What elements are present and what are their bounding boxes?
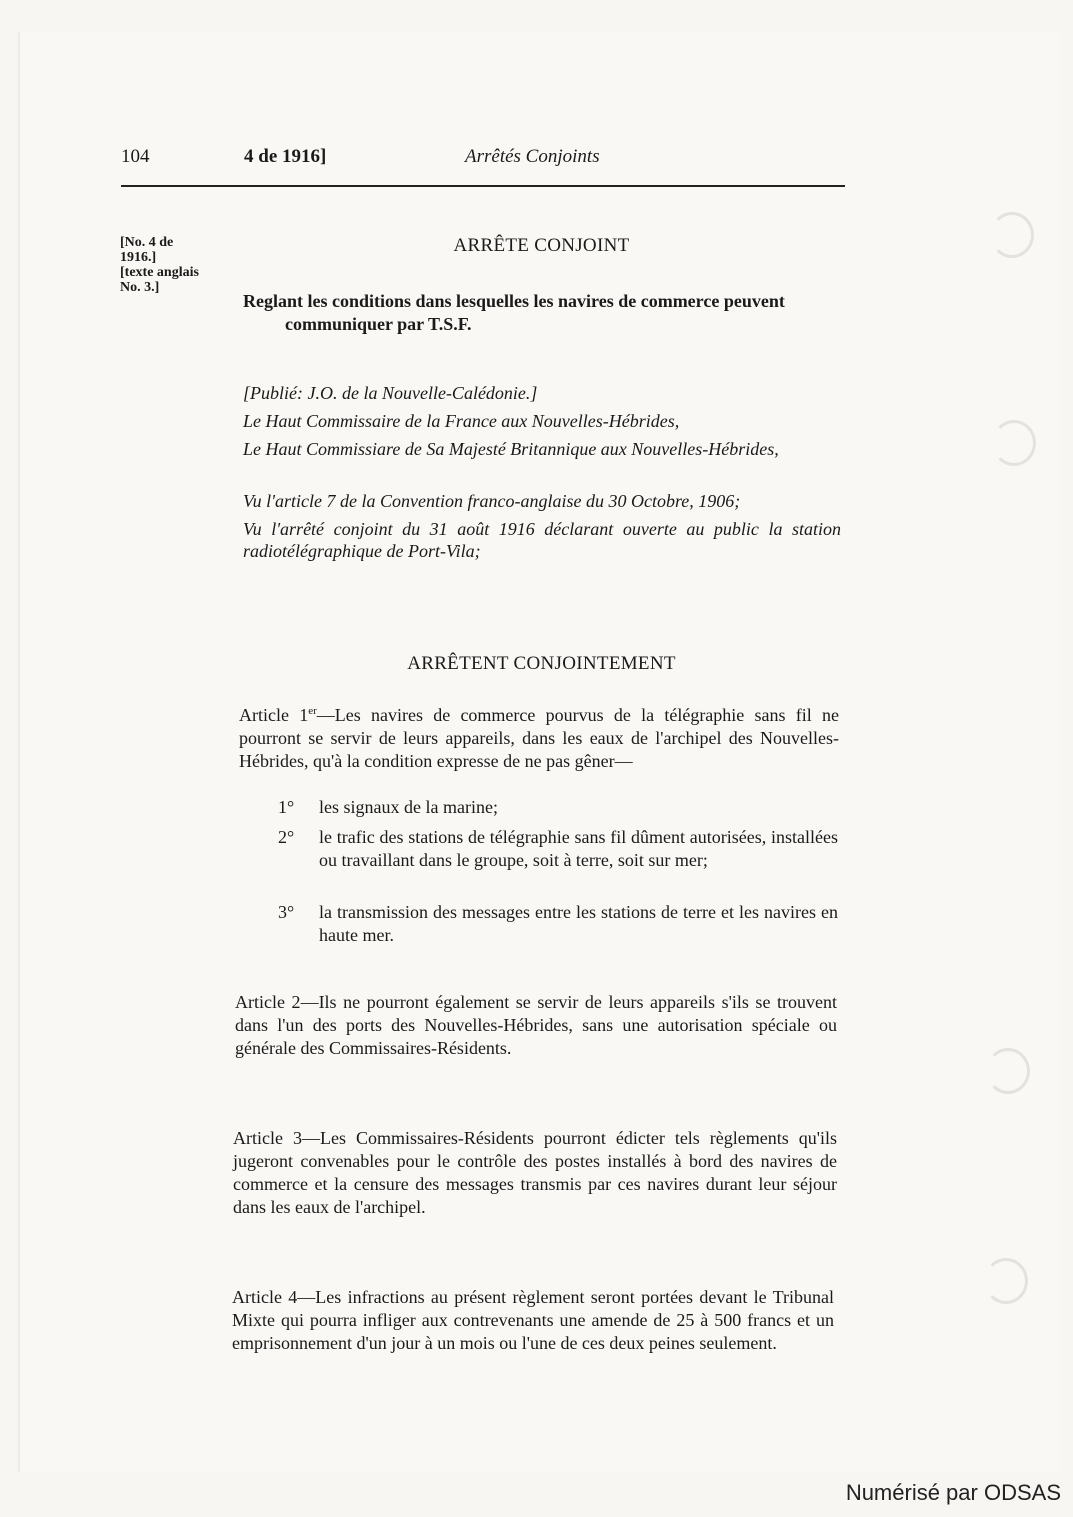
list-item-text: les signaux de la marine; <box>319 797 498 817</box>
binder-hole-mark <box>992 420 1036 466</box>
preamble-vu-arrete: Vu l'arrêté conjoint du 31 août 1916 déclarant ouverte au public la station radiotélégraphique de Port-Vila; <box>243 519 841 561</box>
article-text: —Les infractions au présent règlement seront portées devant le Tribunal Mixte qui pourra infliger aux contrevenants une amende de 25 à 500 francs et un emprisonnement d'un jour à un mois ou l'une de ces deux peines seulement. <box>232 1287 834 1353</box>
margin-note-line: [texte anglais <box>120 265 199 280</box>
header-rule <box>121 185 845 187</box>
article-1 <box>239 700 839 773</box>
decree-title: ARRÊTENT CONJOINTEMENT <box>407 653 676 674</box>
binder-hole-mark <box>986 1048 1030 1094</box>
publication-note: [Publié: J.O. de la Nouvelle-Calédonie.] <box>243 383 538 403</box>
list-item-number: 2° <box>278 827 295 847</box>
article-label-sup: er <box>308 705 317 717</box>
list-item <box>278 796 838 820</box>
article-4 <box>232 1286 834 1355</box>
margin-note-line: No. 3.] <box>120 280 160 295</box>
page-number: 104 <box>121 146 150 167</box>
article-text: —Ils ne pourront également se servir de leurs appareils s'ils se trouvent dans l'un des ports des Nouvelles-Hébrides, sans une autorisation spéciale ou générale des Commissaires-Résidents. <box>235 992 837 1058</box>
list-item-number: 1° <box>278 797 295 817</box>
list-item-text: la transmission des messages entre les stations de terre et les navires en haute mer. <box>319 902 838 945</box>
subtitle-line-1: Reglant les conditions dans lesquelles les navires de commerce peuvent <box>243 291 785 311</box>
article-label: Article 3 <box>233 1128 302 1148</box>
list-item-text: le trafic des stations de télégraphie sans fil dûment autorisées, installées ou travaillant dans le groupe, soit à terre, soit sur mer; <box>319 827 838 870</box>
article-3 <box>233 1127 837 1219</box>
margin-note-line: [No. 4 de <box>120 235 174 250</box>
act-number: 4 de 1916] <box>244 146 327 167</box>
document-subtitle <box>243 290 845 336</box>
list-item-number: 3° <box>278 902 295 922</box>
preamble-commissioner-uk: Le Haut Commissiare de Sa Majesté Britannique aux Nouvelles-Hébrides, <box>243 439 779 459</box>
list-item <box>278 826 838 896</box>
article-label: Article 2 <box>235 992 301 1012</box>
running-title: Arrêtés Conjoints <box>465 146 600 167</box>
article-label: Article 1 <box>239 705 309 725</box>
binder-hole-mark <box>990 212 1034 258</box>
article-text: —Les navires de commerce pourvus de la télégraphie sans fil ne pourront se servir de leurs appareils, dans les eaux de l'archipel des Nouvelles-Hébrides, qu'à la condition expresse de ne pas gêner— <box>239 705 839 771</box>
article-text: —Les Commissaires-Résidents pourront édicter tels règlements qu'ils jugeront convenables pour le contrôle des postes installés à bord des navires de commerce et la censure des messages transmis par ces navires durant leur séjour dans les eaux de l'archipel. <box>233 1128 837 1217</box>
preamble-vu-convention: Vu l'article 7 de la Convention franco-anglaise du 30 Octobre, 1906; <box>243 491 741 511</box>
subtitle-line-2: communiquer par T.S.F. <box>285 314 472 334</box>
article-label: Article 4 <box>232 1287 298 1307</box>
digitization-credit: Numérisé par ODSAS <box>845 1480 1061 1505</box>
article-2 <box>235 991 837 1060</box>
margin-note-line: 1916.] <box>120 250 157 265</box>
document-title: ARRÊTE CONJOINT <box>453 235 630 256</box>
list-item <box>278 901 838 949</box>
margin-note <box>120 235 225 295</box>
binder-hole-mark <box>984 1258 1028 1304</box>
preamble-commissioner-fr: Le Haut Commissaire de la France aux Nouvelles-Hébrides, <box>243 411 680 431</box>
